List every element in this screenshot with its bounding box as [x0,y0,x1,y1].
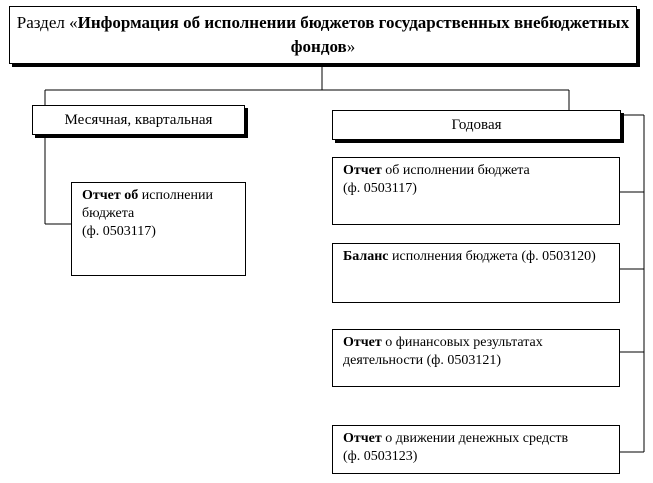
report-form: (ф. 0503123) [343,449,418,464]
report-text: исполнения бюджета (ф. 0503120) [388,249,596,264]
annual-cash-flow-report [332,425,620,474]
title-suffix: » [346,37,356,56]
report-text: о движении денежных средств [381,431,569,446]
report-form: (ф. 0503117) [82,224,156,239]
monthly-quarterly-header [32,105,245,135]
report-text: об исполнении бюджета [381,163,530,178]
monthly-budget-execution-report [71,182,246,276]
report-bold: Отчет [343,335,382,350]
annual-header-label: Годовая [451,117,502,133]
monthly-header-label: Месячная, квартальная [64,112,213,128]
report-text: исполнении бюджета [82,188,213,221]
annual-financial-results-report [332,329,620,387]
title-prefix: Раздел « [16,13,78,32]
report-text: о финансовых результатах деятельности (ф. 0503121) [343,335,543,368]
annual-budget-balance [332,243,620,303]
report-bold: Отчет [343,431,382,446]
annual-header [332,110,621,140]
report-bold: Отчет [343,163,382,178]
report-form: (ф. 0503117) [343,181,417,196]
title-bold: Информация об исполнении бюджетов государственных внебюджетных фондов [77,13,630,56]
annual-budget-execution-report [332,157,620,225]
report-bold: Отчет об [82,188,139,203]
report-bold: Баланс [343,249,389,264]
section-title-box [9,6,637,64]
